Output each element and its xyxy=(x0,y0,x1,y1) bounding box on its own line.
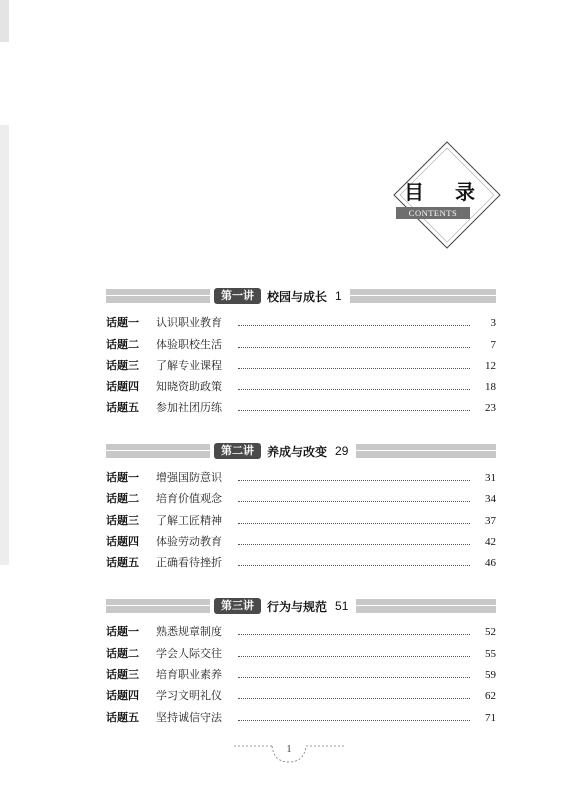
toc-entry[interactable] xyxy=(106,491,496,507)
entry-page: 3 xyxy=(490,317,496,329)
section-label xyxy=(210,442,356,460)
section-page: 29 xyxy=(335,444,349,458)
entry-page: 18 xyxy=(485,381,496,393)
toc-entry[interactable] xyxy=(106,624,496,640)
entry-topic: 话题五 xyxy=(106,556,139,569)
toc-entry[interactable] xyxy=(106,667,496,683)
entry-page: 37 xyxy=(485,515,496,527)
toc-title: 目 录 xyxy=(404,180,487,204)
entry-page: 31 xyxy=(485,472,496,484)
entry-name: 了解专业课程 xyxy=(156,359,222,372)
section-tag: 第一讲 xyxy=(214,288,261,304)
toc-entry[interactable] xyxy=(106,337,496,353)
dot-leader xyxy=(238,410,470,411)
page-number: 1 xyxy=(286,744,292,755)
entry-topic: 话题三 xyxy=(106,668,139,681)
dot-leader xyxy=(238,368,470,369)
dot-leader xyxy=(238,347,470,348)
entry-topic: 话题一 xyxy=(106,625,139,638)
section-header[interactable] xyxy=(106,442,496,460)
entry-page: 12 xyxy=(485,360,496,372)
dot-leader xyxy=(238,389,470,390)
section-page: 1 xyxy=(335,289,342,303)
toc-entry[interactable] xyxy=(106,646,496,662)
entry-page: 46 xyxy=(485,557,496,569)
toc-entry[interactable] xyxy=(106,358,496,374)
dot-leader xyxy=(238,634,470,635)
entry-topic: 话题二 xyxy=(106,647,139,660)
dot-leader xyxy=(238,544,470,545)
entry-name: 学习文明礼仪 xyxy=(156,689,222,702)
dot-leader xyxy=(238,565,470,566)
dot-leader xyxy=(238,523,470,524)
toc-entry[interactable] xyxy=(106,688,496,704)
dot-leader xyxy=(238,325,470,326)
entry-page: 23 xyxy=(485,402,496,414)
entry-page: 71 xyxy=(485,712,496,724)
entry-topic: 话题四 xyxy=(106,689,139,702)
dot-leader xyxy=(238,501,470,502)
toc-entry[interactable] xyxy=(106,555,496,571)
entry-page: 59 xyxy=(485,669,496,681)
dot-leader xyxy=(238,720,470,721)
entry-name: 学会人际交往 xyxy=(156,647,222,660)
section-title: 校园与成长 xyxy=(267,289,328,304)
section-tag: 第三讲 xyxy=(214,598,261,614)
entry-name: 正确看待挫折 xyxy=(156,556,222,569)
toc-entry[interactable] xyxy=(106,470,496,486)
entry-topic: 话题五 xyxy=(106,401,139,414)
dot-leader xyxy=(238,656,470,657)
toc-entry[interactable] xyxy=(106,710,496,726)
entry-topic: 话题一 xyxy=(106,316,139,329)
entry-topic: 话题四 xyxy=(106,535,139,548)
entry-page: 62 xyxy=(485,690,496,702)
section-header[interactable] xyxy=(106,597,496,615)
entry-topic: 话题三 xyxy=(106,514,139,527)
toc-entry[interactable] xyxy=(106,513,496,529)
page-edge-shadow xyxy=(0,125,9,565)
toc-entry[interactable] xyxy=(106,379,496,395)
entry-topic: 话题二 xyxy=(106,338,139,351)
entry-name: 认识职业教育 xyxy=(156,316,222,329)
entry-topic: 话题二 xyxy=(106,492,139,505)
section-label xyxy=(210,597,356,615)
entry-topic: 话题四 xyxy=(106,380,139,393)
section-title: 行为与规范 xyxy=(267,599,328,614)
dot-leader xyxy=(238,698,470,699)
toc-entry[interactable] xyxy=(106,534,496,550)
entry-name: 知晓资助政策 xyxy=(156,380,222,393)
entry-topic: 话题一 xyxy=(106,471,139,484)
section-label xyxy=(210,287,350,305)
entry-name: 坚持诚信守法 xyxy=(156,711,222,724)
section-header[interactable] xyxy=(106,287,496,305)
entry-page: 52 xyxy=(485,626,496,638)
entry-topic: 话题五 xyxy=(106,711,139,724)
toc-entry[interactable] xyxy=(106,400,496,416)
toc-entry[interactable] xyxy=(106,315,496,331)
entry-name: 参加社团历练 xyxy=(156,401,222,414)
entry-name: 了解工匠精神 xyxy=(156,514,222,527)
entry-page: 7 xyxy=(490,339,496,351)
page-edge-shadow-top xyxy=(0,0,9,42)
entry-topic: 话题三 xyxy=(106,359,139,372)
section-tag: 第二讲 xyxy=(214,443,261,459)
entry-name: 培育价值观念 xyxy=(156,492,222,505)
section-title: 养成与改变 xyxy=(267,444,328,459)
entry-page: 55 xyxy=(485,648,496,660)
dot-leader xyxy=(238,480,470,481)
dot-leader xyxy=(238,677,470,678)
entry-name: 体验职校生活 xyxy=(156,338,222,351)
entry-page: 34 xyxy=(485,493,496,505)
section-page: 51 xyxy=(335,599,349,613)
entry-name: 熟悉规章制度 xyxy=(156,625,222,638)
entry-page: 42 xyxy=(485,536,496,548)
entry-name: 培育职业素养 xyxy=(156,668,222,681)
toc-subtitle-en: CONTENTS xyxy=(396,207,470,219)
entry-name: 体验劳动教育 xyxy=(156,535,222,548)
entry-name: 增强国防意识 xyxy=(156,471,222,484)
